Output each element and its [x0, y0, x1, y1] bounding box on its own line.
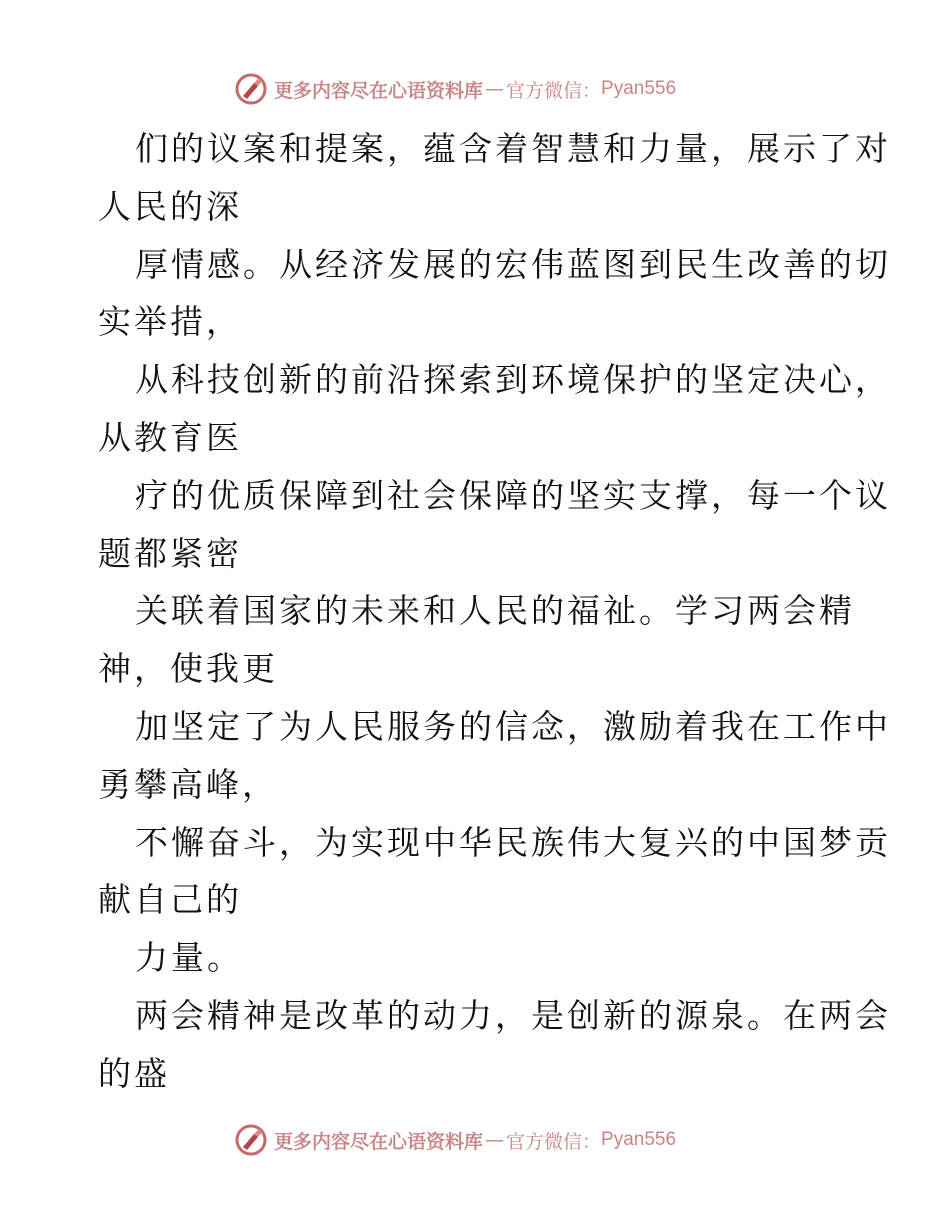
watermark-separator: —: [485, 78, 505, 100]
text-line: 不懈奋斗，为实现中华民族伟大复兴的中国梦贡: [135, 822, 891, 862]
watermark-sub-text: 官方微信：: [506, 79, 602, 102]
text-line: 们的议案和提案，蕴含着智慧和力量，展示了对: [135, 129, 891, 168]
text-line: 献自己的: [98, 880, 242, 920]
text-line: 从科技创新的前沿探索到环境保护的坚定决心，: [135, 360, 891, 400]
watermark-separator: —: [485, 1129, 505, 1151]
watermark-main-text: 更多内容尽在心语资料库: [274, 1130, 484, 1153]
text-line: 关联着国家的未来和人民的福祉。学习两会精: [135, 591, 855, 631]
watermark-sub-text: 官方微信：: [506, 1130, 602, 1153]
footer-watermark: [234, 1121, 676, 1159]
text-line: 疗的优质保障到社会保障的坚实支撑，每一个议: [135, 475, 891, 515]
text-line: 两会精神是改革的动力，是创新的源泉。在两会: [135, 995, 891, 1035]
body-text: [98, 120, 891, 1103]
text-line: 实举措，: [98, 302, 242, 342]
text-line: 人民的深: [98, 186, 242, 226]
circle-pen-logo-icon: [234, 72, 268, 106]
header-watermark: [234, 70, 676, 108]
text-line: 神，使我更: [98, 649, 278, 689]
watermark-main-text: 更多内容尽在心语资料库: [274, 79, 484, 102]
text-line: 的盛: [98, 1053, 170, 1093]
text-line: 题都紧密: [98, 533, 242, 573]
circle-pen-logo-icon: [234, 1123, 268, 1157]
watermark-id: Pyan556: [601, 78, 677, 99]
watermark-id: Pyan556: [601, 1129, 677, 1150]
text-line: 从教育医: [98, 417, 242, 457]
text-line: 加坚定了为人民服务的信念，激励着我在工作中: [135, 706, 891, 746]
text-line: 厚情感。从经济发展的宏伟蓝图到民生改善的切: [135, 244, 891, 284]
text-line: 勇攀高峰，: [98, 764, 278, 804]
text-line: 力量。: [135, 938, 243, 978]
